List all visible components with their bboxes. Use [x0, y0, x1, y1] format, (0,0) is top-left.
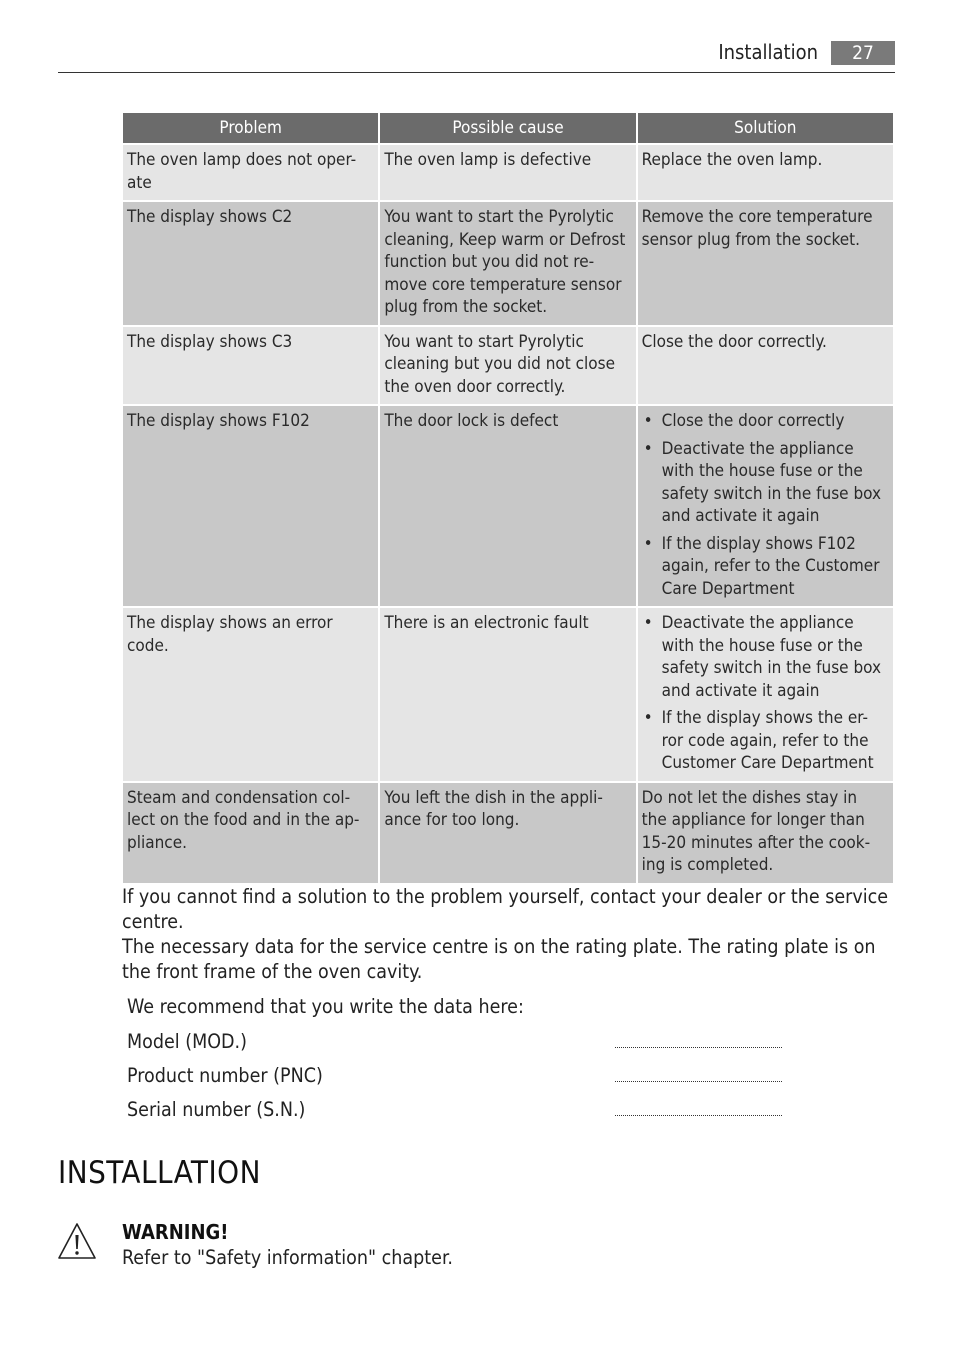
solution-cell — [638, 406, 893, 606]
serial-number-entry-line — [615, 1115, 782, 1116]
problem-cell: The oven lamp does not oper-ate — [123, 145, 378, 200]
problem-cell: The display shows F102 — [123, 406, 378, 606]
page-number-badge: 27 — [831, 41, 895, 65]
warning-triangle-icon — [57, 1221, 97, 1261]
warning-text: Refer to "Safety information" chapter. — [122, 1246, 453, 1269]
model-entry-line — [615, 1047, 782, 1048]
page-header — [58, 36, 895, 73]
problem-cell: The display shows C3 — [123, 327, 378, 405]
problem-cell: The display shows C2 — [123, 202, 378, 325]
table-row — [123, 608, 893, 781]
table-header-row — [123, 113, 893, 143]
table-row — [123, 783, 893, 883]
solution-list-item: • If the display shows the er-ror code again, refer to the Customer Care Department — [642, 707, 887, 775]
rating-plate-paragraph: The necessary data for the service centre is on the rating plate. The rating plate is on the front frame of the oven cavity. — [122, 935, 876, 983]
cause-cell: You want to start Pyrolytic cleaning but you did not close the oven door correctly. — [380, 327, 635, 405]
contact-dealer-paragraph: If you cannot find a solution to the problem yourself, contact your dealer or the service centre. — [122, 885, 889, 933]
solution-cell: Remove the core temperature sensor plug from the socket. — [638, 202, 893, 325]
model-label: Model (MOD.) — [127, 1030, 247, 1053]
problem-cell: Steam and condensation col-lect on the food and in the ap-pliance. — [123, 783, 378, 883]
table-row — [123, 202, 893, 325]
table-row — [123, 327, 893, 405]
recommend-text: We recommend that you write the data here: — [127, 995, 524, 1018]
serial-number-label: Serial number (S.N.) — [127, 1098, 306, 1121]
cause-cell: You left the dish in the appli-ance for too long. — [380, 783, 635, 883]
solution-list-item: • Deactivate the appliance with the house fuse or the safety switch in the fuse box and activate it again — [642, 438, 887, 528]
header-section-title: Installation — [718, 40, 818, 64]
table-row — [123, 406, 893, 606]
solution-list — [642, 612, 887, 775]
section-title: INSTALLATION — [58, 1155, 261, 1191]
cause-cell: You want to start the Pyrolytic cleaning, Keep warm or Defrost function but you did not re-move core temperature sensor plug from the socket. — [380, 202, 635, 325]
solution-list-item: • If the display shows F102 again, refer to the Customer Care Department — [642, 533, 887, 601]
solution-list-item: • Close the door correctly — [642, 410, 887, 433]
column-header-problem: Problem — [123, 113, 378, 143]
column-header-cause: Possible cause — [380, 113, 635, 143]
cause-cell: There is an electronic fault — [380, 608, 635, 781]
problem-cell: The display shows an error code. — [123, 608, 378, 781]
solution-list — [642, 410, 887, 600]
product-number-label: Product number (PNC) — [127, 1064, 323, 1087]
table-row — [123, 145, 893, 200]
solution-cell: Do not let the dishes stay in the appliance for longer than 15-20 minutes after the cook-ing is completed. — [638, 783, 893, 883]
solution-cell: Close the door correctly. — [638, 327, 893, 405]
solution-list-item: • Deactivate the appliance with the house fuse or the safety switch in the fuse box and activate it again — [642, 612, 887, 702]
solution-cell — [638, 608, 893, 781]
warning-title: WARNING! — [122, 1220, 229, 1244]
column-header-solution: Solution — [638, 113, 893, 143]
product-number-entry-line — [615, 1081, 782, 1082]
troubleshooting-table — [121, 111, 895, 885]
cause-cell: The door lock is defect — [380, 406, 635, 606]
cause-cell: The oven lamp is defective — [380, 145, 635, 200]
solution-cell: Replace the oven lamp. — [638, 145, 893, 200]
